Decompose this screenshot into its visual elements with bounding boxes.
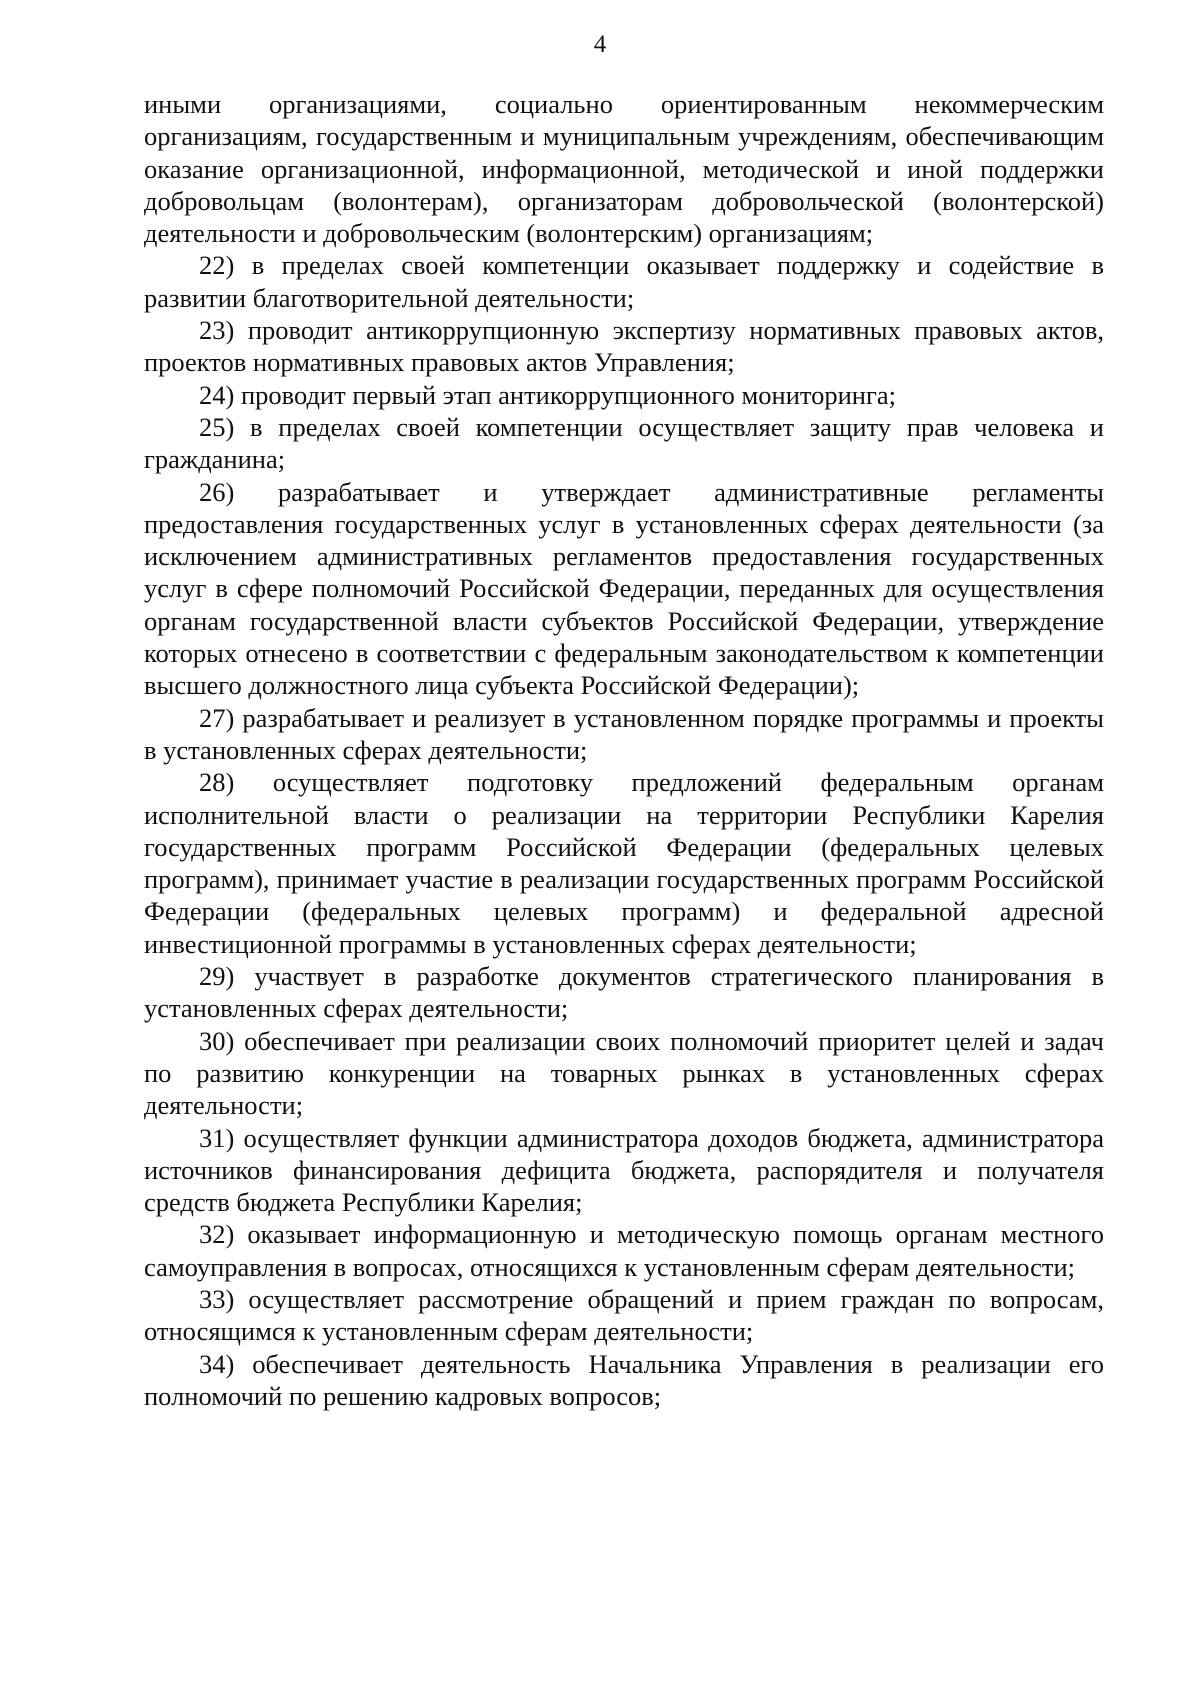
paragraph-item-23: 23) проводит антикоррупционную экспертизу нормативных правовых актов, проектов нормативных правовых актов Управления; [144, 315, 1104, 378]
paragraph-item-27: 27) разрабатывает и реализует в установленном порядке программы и проекты в установленных сферах деятельности; [144, 702, 1104, 765]
paragraph-item-33: 33) осуществляет рассмотрение обращений и прием граждан по вопросам, относящимся к установленным сферам деятельности; [144, 1283, 1104, 1347]
paragraph-continuation: иными организациями, социально ориентированным некоммерческим организациям, государственным и муниципальным учреждениям, обеспечивающим оказание организационной, информационной, методической и иной поддержки добровольцам (волонтерам), организаторам добровольческой (волонтерской) деятельности и добровольческим (волонтерским) организациям; [144, 89, 1104, 249]
paragraph-item-31: 31) осуществляет функции администратора доходов бюджета, администратора источников финансирования дефицита бюджета, распорядителя и получателя средств бюджета Республики Карелия; [144, 1122, 1104, 1218]
paragraph-item-32: 32) оказывает информационную и методическую помощь органам местного самоуправления в вопросах, относящихся к установленным сферам деятельности; [144, 1219, 1104, 1282]
paragraph-item-34: 34) обеспечивает деятельность Начальника Управления в реализации его полномочий по решению кадровых вопросов; [144, 1348, 1104, 1411]
paragraph-item-24: 24) проводит первый этап антикоррупционного мониторинга; [199, 379, 896, 410]
document-body [144, 88, 1104, 1412]
paragraph-item-28: 28) осуществляет подготовку предложений федеральным органам исполнительной власти о реализации на территории Республики Карелия государственных программ Российской Федерации (федеральных целевых программ), принимает участие в реализации государственных программ Российской Федерации (федеральных целевых программ) и федеральной адресной инвестиционной программы в установленных сферах деятельности; [144, 767, 1104, 959]
paragraph-item-25: 25) в пределах своей компетенции осуществляет защиту прав человека и гражданина; [144, 411, 1104, 475]
paragraph-item-22: 22) в пределах своей компетенции оказывает поддержку и содействие в развитии благотворительной деятельности; [144, 250, 1104, 313]
paragraph-item-26: 26) разрабатывает и утверждает административные регламенты предоставления государственных услуг в установленных сферах деятельности (за исключением административных регламентов предоставления государственных услуг в сфере полномочий Российской Федерации, переданных для осуществления органам государственной власти субъектов Российской Федерации, утверждение которых отнесено в соответствии с федеральным законодательством к компетенции высшего должностного лица субъекта Российской Федерации); [144, 476, 1104, 701]
paragraph-item-29: 29) участвует в разработке документов стратегического планирования в установленных сферах деятельности; [144, 961, 1104, 1024]
paragraph-item-30: 30) обеспечивает при реализации своих полномочий приоритет целей и задач по развитию конкуренции на товарных рынках в установленных сферах деятельности; [144, 1025, 1104, 1121]
page-number: 4 [593, 31, 607, 58]
